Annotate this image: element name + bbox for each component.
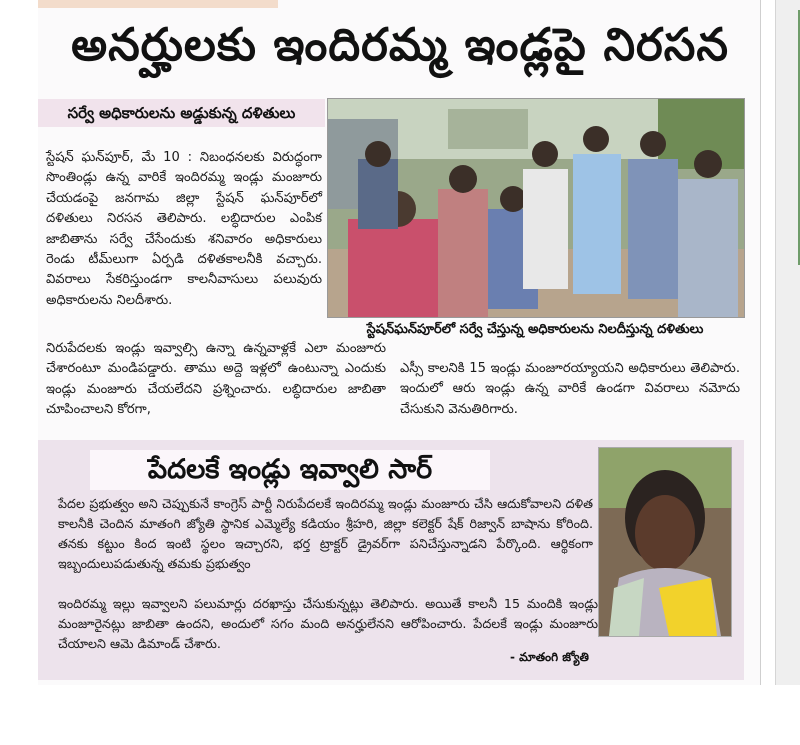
- headline: అనర్హులకు ఇందిరమ్మ ఇండ్లపై నిరసన: [71, 18, 729, 71]
- woman-portrait-photo: [598, 447, 732, 637]
- article-text-column-2: ఎస్సీ కాలనికి 15 ఇండ్లు మంజూరయ్యాయని అధికారులు తెలిపారు. ఇందులో ఆరు ఇండ్లు ఉన్న వారికే ఉండగా వివరాలు నమోదు చేసుకుని వెనుతిరిగారు.: [400, 361, 740, 417]
- article-text-column-1: స్టేషన్ ఘన్‌పూర్, మే 10 : నిబంధనలకు విరుద్ధంగా సొంతిండ్లు ఉన్న వారికే ఇందిరమ్మ ఇండ్లు మంజూరు చేయడంపై జనగామ జిల్లా స్టేషన్ ఘన్‌పూర్‌లో దళితులు నిరసన తెలిపారు. లబ్ధిదారుల ఎంపిక జాబితాను సర్వే చేసేందుకు శనివారం అధికారులు రెండు టీమ్‌లుగా ఏర్పడి దళితకాలనీకి వచ్చారు. వివరాలు సేకరిస్తుండగా కాలనీవాసులు పలువురు అధికారులను నిలదీశారు.: [46, 150, 322, 308]
- subheadline: సర్వే అధికారులను అడ్డుకున్న దళితులు: [38, 99, 325, 127]
- article-text-column-1-continued: నిరుపేదలకు ఇండ్లు ఇవ్వాల్సి ఉన్నా ఉన్నవాళ్లకే ఎలా మంజూరు చేశారంటూ మండిపడ్డారు. తాము అద్దె ఇళ్లలో ఉంటున్నా ఎందుకు ఇండ్లు మంజూరు చేయలేదని ప్రశ్నించారు. లబ్ధిదారుల జాబితా చూపించాలని కోరగా,: [46, 341, 386, 418]
- photo-caption: స్టేషన్‌ఘన్‌పూర్‌లో సర్వే చేస్తున్న అధికారులను నిలదీస్తున్న దళితులు: [366, 322, 704, 337]
- sidebar-byline: - మాతంగి జ్యోతి: [510, 650, 589, 664]
- sidebar-box-text-2: ఇందిరమ్మ ఇల్లు ఇవ్వాలని పలుమార్లు దరఖాస్తు చేసుకున్నట్లు తెలిపారు. అయితే కాలనీ 15 మందికి ఇండ్లు మంజూరైనట్లు జాబితా ఉందని, అందులో సగం మంది అనర్హులేనని ఆరోపించారు. పేదలకే ఇండ్లు మంజూరు చేయాలని ఆమె డిమాండ్ చేశారు.: [58, 596, 598, 651]
- adjacent-page-edge: [775, 0, 800, 685]
- portrait-illustration: [599, 448, 731, 636]
- sidebar-box-text-1: పేదల ప్రభుత్వం అని చెప్పుకునే కాంగ్రెస్ పార్టీ నిరుపేదలకే ఇందిరమ్మ ఇండ్లు మంజూరు చేసి ఆదుకోవాలని దళిత కాలనీకి చెందిన మాతంగి జ్యోతి స్థానిక ఎమ్మెల్యే కడియం శ్రీహరి, జిల్లా కలెక్టర్ షేక్ రిజ్వాన్ బాషాను కోరింది. తనకు కట్టుం కింద ఇంటి స్థలం ఇచ్చారని, భర్త ట్రాక్టర్ డ్రైవర్‌గా పనిచేస్తున్నాడని పేర్కొంది. ఆర్థికంగా ఇబ్బందులుపడుతున్న తమకు ప్రభుత్వం: [58, 496, 593, 571]
- crowd-photo-illustration: [328, 99, 744, 317]
- news-photo: [327, 98, 745, 318]
- top-color-strip: [38, 0, 278, 8]
- sidebar-box-title: పేదలకే ఇండ్లు ఇవ్వాలి సార్: [90, 450, 490, 490]
